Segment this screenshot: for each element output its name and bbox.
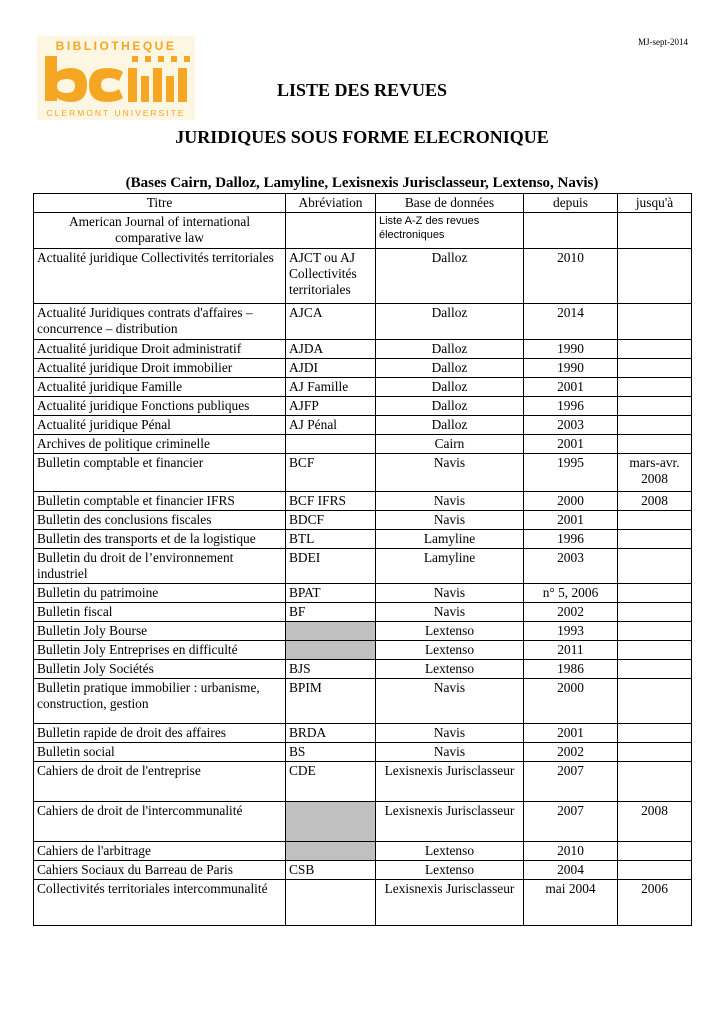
cell-jusqua <box>618 249 692 304</box>
cell-jusqua <box>618 584 692 603</box>
cell-abreviation: CDE <box>286 762 376 802</box>
cell-titre: Bulletin comptable et financier IFRS <box>34 492 286 511</box>
cell-titre: Cahiers Sociaux du Barreau de Paris <box>34 861 286 880</box>
col-header-jusqua: jusqu'à <box>618 194 692 213</box>
cell-titre: Cahiers de l'arbitrage <box>34 842 286 861</box>
cell-depuis: 1995 <box>524 454 618 492</box>
cell-base: Lexisnexis Jurisclasseur <box>376 880 524 926</box>
cell-jusqua <box>618 641 692 660</box>
cell-abreviation: BDCF <box>286 511 376 530</box>
col-header-titre: Titre <box>34 194 286 213</box>
cell-depuis: 2001 <box>524 511 618 530</box>
cell-jusqua <box>618 397 692 416</box>
cell-titre: Actualité juridique Pénal <box>34 416 286 435</box>
cell-base: Lexisnexis Jurisclasseur <box>376 802 524 842</box>
cell-base: Navis <box>376 492 524 511</box>
cell-jusqua: 2006 <box>618 880 692 926</box>
cell-base: Lamyline <box>376 530 524 549</box>
cell-abreviation: BCF <box>286 454 376 492</box>
title-line-2: JURIDIQUES SOUS FORME ELECRONIQUE <box>175 127 549 147</box>
cell-depuis: 2003 <box>524 416 618 435</box>
cell-titre: Actualité juridique Droit administratif <box>34 340 286 359</box>
cell-jusqua <box>618 762 692 802</box>
cell-base: Dalloz <box>376 416 524 435</box>
cell-base: Navis <box>376 603 524 622</box>
cell-titre: Cahiers de droit de l'intercommunalité <box>34 802 286 842</box>
cell-jusqua <box>618 530 692 549</box>
cell-jusqua <box>618 549 692 584</box>
cell-abreviation <box>286 641 376 660</box>
table-row <box>34 842 692 861</box>
cell-jusqua <box>618 724 692 743</box>
table-row <box>34 679 692 724</box>
cell-depuis: 2000 <box>524 679 618 724</box>
cell-base: Liste A-Z des revues électroniques <box>376 213 524 249</box>
cell-jusqua <box>618 359 692 378</box>
journal-table <box>33 193 692 926</box>
cell-titre: Bulletin Joly Bourse <box>34 622 286 641</box>
cell-jusqua <box>618 416 692 435</box>
table-row <box>34 213 692 249</box>
cell-jusqua <box>618 435 692 454</box>
library-logo <box>37 36 195 120</box>
table-row <box>34 397 692 416</box>
table-row <box>34 603 692 622</box>
cell-jusqua <box>618 842 692 861</box>
cell-depuis: 1993 <box>524 622 618 641</box>
cell-base: Dalloz <box>376 397 524 416</box>
cell-base: Lexisnexis Jurisclasseur <box>376 762 524 802</box>
cell-base: Lextenso <box>376 622 524 641</box>
cell-depuis: 2004 <box>524 861 618 880</box>
cell-base: Lextenso <box>376 861 524 880</box>
table-row <box>34 802 692 842</box>
cell-titre: Bulletin Joly Sociétés <box>34 660 286 679</box>
cell-titre: Actualité juridique Collectivités territoriales <box>34 249 286 304</box>
cell-titre: Actualité Juridiques contrats d'affaires – concurrence – distribution <box>34 304 286 340</box>
cell-base: Dalloz <box>376 359 524 378</box>
cell-titre: Bulletin des conclusions fiscales <box>34 511 286 530</box>
cell-titre: Bulletin fiscal <box>34 603 286 622</box>
table-row <box>34 454 692 492</box>
cell-abreviation: AJDI <box>286 359 376 378</box>
cell-abreviation <box>286 622 376 641</box>
cell-base: Cairn <box>376 435 524 454</box>
table-row <box>34 304 692 340</box>
table-row <box>34 249 692 304</box>
table-row <box>34 880 692 926</box>
cell-abreviation <box>286 213 376 249</box>
cell-jusqua <box>618 660 692 679</box>
cell-depuis: 1996 <box>524 530 618 549</box>
cell-titre: Actualité juridique Droit immobilier <box>34 359 286 378</box>
cell-titre: Bulletin du patrimoine <box>34 584 286 603</box>
table-row <box>34 762 692 802</box>
logo-top-text: BIBLIOTHEQUE <box>55 39 177 53</box>
cell-abreviation: BCF IFRS <box>286 492 376 511</box>
cell-depuis: n° 5, 2006 <box>524 584 618 603</box>
cell-titre: Actualité juridique Famille <box>34 378 286 397</box>
table-row <box>34 492 692 511</box>
cell-jusqua: mars-avr. 2008 <box>618 454 692 492</box>
cell-depuis <box>524 213 618 249</box>
cell-abreviation: AJFP <box>286 397 376 416</box>
cell-depuis: 2011 <box>524 641 618 660</box>
cell-base: Dalloz <box>376 249 524 304</box>
cell-depuis: 2010 <box>524 842 618 861</box>
cell-titre: Bulletin Joly Entreprises en difficulté <box>34 641 286 660</box>
cell-base: Lextenso <box>376 641 524 660</box>
col-header-depuis: depuis <box>524 194 618 213</box>
table-header-row <box>34 194 692 213</box>
cell-titre: American Journal of international comparative law <box>34 213 286 249</box>
document-date: MJ-sept-2014 <box>638 37 688 47</box>
cell-jusqua <box>618 622 692 641</box>
cell-abreviation: BDEI <box>286 549 376 584</box>
table-row <box>34 340 692 359</box>
cell-base: Navis <box>376 454 524 492</box>
cell-depuis: 2003 <box>524 549 618 584</box>
cell-base: Dalloz <box>376 378 524 397</box>
col-header-base: Base de données <box>376 194 524 213</box>
table-row <box>34 622 692 641</box>
cell-depuis: 2010 <box>524 249 618 304</box>
table-row <box>34 378 692 397</box>
table-row <box>34 435 692 454</box>
cell-base: Dalloz <box>376 340 524 359</box>
cell-abreviation: BF <box>286 603 376 622</box>
cell-titre: Archives de politique criminelle <box>34 435 286 454</box>
cell-titre: Actualité juridique Fonctions publiques <box>34 397 286 416</box>
subtitle: (Bases Cairn, Dalloz, Lamyline, Lexisnexis Jurisclasseur, Lextenso, Navis) <box>125 175 599 191</box>
cell-jusqua <box>618 213 692 249</box>
cell-base: Lamyline <box>376 549 524 584</box>
cell-titre: Bulletin comptable et financier <box>34 454 286 492</box>
cell-abreviation: AJCA <box>286 304 376 340</box>
cell-depuis: 2002 <box>524 743 618 762</box>
cell-titre: Bulletin des transports et de la logistique <box>34 530 286 549</box>
table-row <box>34 530 692 549</box>
cell-titre: Cahiers de droit de l'entreprise <box>34 762 286 802</box>
table-row <box>34 641 692 660</box>
cell-depuis: 2001 <box>524 378 618 397</box>
cell-jusqua <box>618 679 692 724</box>
cell-abreviation <box>286 802 376 842</box>
cell-jusqua <box>618 603 692 622</box>
cell-abreviation: BPAT <box>286 584 376 603</box>
table-row <box>34 549 692 584</box>
cell-abreviation <box>286 435 376 454</box>
cell-depuis: mai 2004 <box>524 880 618 926</box>
cell-depuis: 1996 <box>524 397 618 416</box>
table-row <box>34 584 692 603</box>
cell-titre: Bulletin rapide de droit des affaires <box>34 724 286 743</box>
cell-abreviation: BRDA <box>286 724 376 743</box>
logo-bottom-text: CLERMONT UNIVERSITE <box>46 108 186 118</box>
table-row <box>34 743 692 762</box>
cell-depuis: 2007 <box>524 802 618 842</box>
cell-abreviation: AJ Famille <box>286 378 376 397</box>
cell-titre: Bulletin du droit de l’environnement industriel <box>34 549 286 584</box>
cell-depuis: 2001 <box>524 724 618 743</box>
cell-abreviation: BJS <box>286 660 376 679</box>
cell-base: Lextenso <box>376 660 524 679</box>
cell-base: Navis <box>376 584 524 603</box>
cell-jusqua <box>618 378 692 397</box>
cell-abreviation: BTL <box>286 530 376 549</box>
cell-abreviation: BPIM <box>286 679 376 724</box>
cell-depuis: 1986 <box>524 660 618 679</box>
cell-depuis: 2007 <box>524 762 618 802</box>
cell-abreviation: AJDA <box>286 340 376 359</box>
cell-base: Navis <box>376 511 524 530</box>
cell-abreviation: CSB <box>286 861 376 880</box>
cell-base: Navis <box>376 679 524 724</box>
cell-depuis: 2014 <box>524 304 618 340</box>
cell-jusqua: 2008 <box>618 802 692 842</box>
cell-jusqua <box>618 743 692 762</box>
cell-titre: Bulletin pratique immobilier : urbanisme, construction, gestion <box>34 679 286 724</box>
cell-depuis: 1990 <box>524 359 618 378</box>
cell-depuis: 2000 <box>524 492 618 511</box>
cell-depuis: 2001 <box>524 435 618 454</box>
table-row <box>34 416 692 435</box>
cell-depuis: 1990 <box>524 340 618 359</box>
table-row <box>34 861 692 880</box>
title-line-1: LISTE DES REVUES <box>276 80 448 100</box>
table-row <box>34 660 692 679</box>
cell-jusqua <box>618 340 692 359</box>
cell-jusqua <box>618 511 692 530</box>
cell-titre: Bulletin social <box>34 743 286 762</box>
cell-abreviation <box>286 880 376 926</box>
cell-abreviation: AJCT ou AJ Collectivités territoriales <box>286 249 376 304</box>
table-row <box>34 511 692 530</box>
cell-abreviation <box>286 842 376 861</box>
table-row <box>34 359 692 378</box>
cell-jusqua <box>618 861 692 880</box>
col-header-abreviation: Abréviation <box>286 194 376 213</box>
cell-abreviation: AJ Pénal <box>286 416 376 435</box>
cell-jusqua: 2008 <box>618 492 692 511</box>
cell-abreviation: BS <box>286 743 376 762</box>
bcu-logo-icon <box>37 36 195 120</box>
cell-base: Navis <box>376 743 524 762</box>
cell-base: Dalloz <box>376 304 524 340</box>
cell-titre: Collectivités territoriales intercommunalité <box>34 880 286 926</box>
table-row <box>34 724 692 743</box>
cell-base: Navis <box>376 724 524 743</box>
cell-depuis: 2002 <box>524 603 618 622</box>
cell-jusqua <box>618 304 692 340</box>
cell-base: Lextenso <box>376 842 524 861</box>
